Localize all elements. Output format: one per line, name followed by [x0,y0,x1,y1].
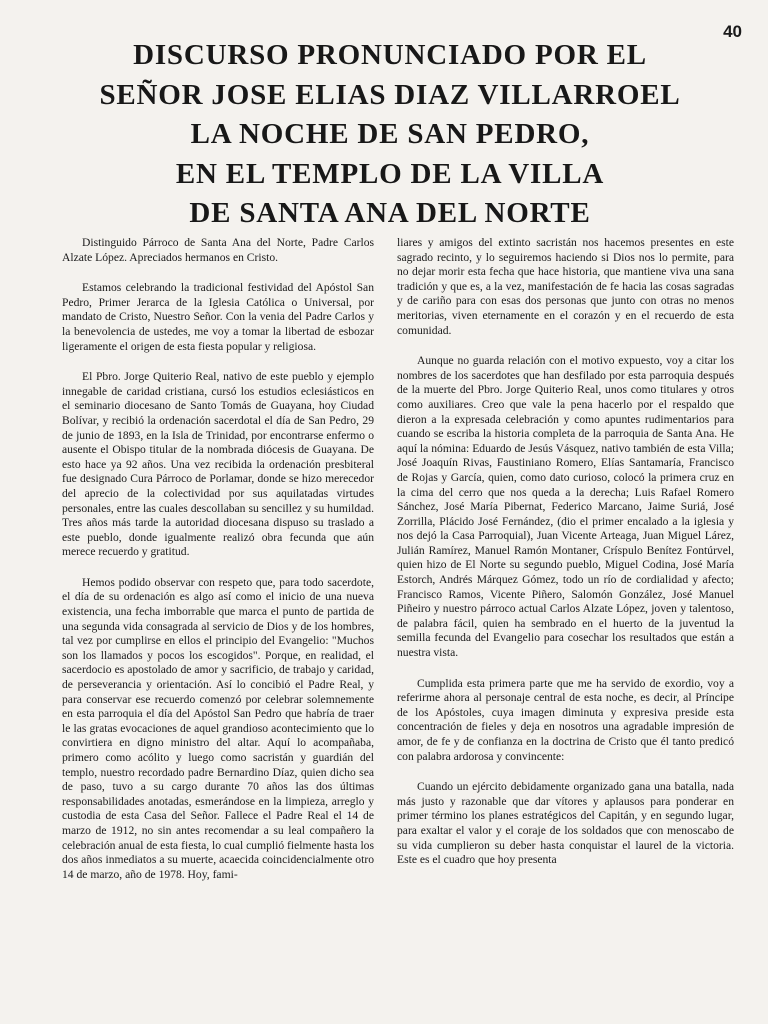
title-line-3: LA NOCHE DE SAN PEDRO, [190,118,590,150]
title-line-1: DISCURSO PRONUNCIADO POR EL [133,39,647,71]
paragraph-exordium: Cumplida esta primera parte que me ha servido de exordio, voy a referirme ahora al personaje central de esta noche, es decir, al Príncipe de los Apóstoles, cuya imagen diminuta y expresiva preside esta concentración de fieles y deja en nosotros una agradable impresión de amor, de fe y de confianza en la doctrina de Cristo que él tanto predicó con palabra ardorosa y convincente: [397,676,734,763]
paragraph-ordination: Hemos podido observar con respeto que, para todo sacerdote, el día de su ordenación es algo así como el inicio de una nueva existencia, una fecha imborrable que marca el punto de partida de una segunda vida consagrada al servicio de Dios y de los hombres, tal vez por cumplirse en ellos el principio del Evangelio: "Muchos son los llamados y pocos los escogidos". Porque, en realidad, el sacerdocio es apostolado de amor y sacrificio, de trabajo y caridad, de perseverancia y orientación. Así lo concibió el Padre Real, y para conservar ese recuerdo comenzó por celebrar solemnemente en esta parroquia el día del Apóstol San Pedro que habría de traer le las gratas evocaciones de aquel grandioso acontecimiento que lo convirtiera en digno ministro del altar. Aquí lo acompañaba, primero como acólito y luego como sacristán y guardián del templo, nuestro recordado padre Bernardino Díaz, quien dicho sea de paso, tuvo a su cargo durante 70 años las dos últimas responsabilidades anotadas, esmerándose en la limpieza, arreglo y custodia de esta Casa del Señor. Fallece el Padre Real el 14 de marzo de 1912, no sin antes recomendar a su leal compañero la celebración anual de esta fiesta, lo cual cumplió fielmente hasta los dos años inmediatos a su muerte, acaecida coincidencialmente otro 14 de marzo, año de 1978. Hoy, fami- [62,575,374,881]
title-line-2: SEÑOR JOSE ELIAS DIAZ VILLARROEL [99,78,681,111]
paragraph-pbro-real: El Pbro. Jorge Quiterio Real, nativo de este pueblo y ejemplo innegable de caridad cristiana, cursó los estudios eclesiásticos en el seminario diocesano de Santo Tomás de Guayana, hoy Ciudad Bolívar, y recibió la ordenación sacerdotal el día de San Pedro, 29 de junio de 1893, en la Isla de Trinidad, por encontrarse enfermo o ausente el Obispo titular de la nombrada diócesis de Guayana. De esto hace ya 92 años. Una vez recibida la ordenación presbiteral fue designado Cura Párroco de Porlamar, donde se hizo merecedor del aprecio de la colectividad por sus aquilatadas virtudes personales, entre las cuales descollaban su sencillez y su humildad. Tres años más tarde la autoridad diocesana dispuso su traslado a este pueblo, donde igualmente realizó obra fecunda que aún merece recuerdo y gratitud. [62,370,374,559]
paragraph-priests-list: Aunque no guarda relación con el motivo expuesto, voy a citar los nombres de los sacerdotes que han desfilado por esta parroquia después de la muerte del Pbro. Jorge Quiterio Real, unos como titulares y otros como auxiliares. Creo que vale la pena hacerlo por el respaldo que dieron a la expresada celebración y como apuntes rudimentarios para cuando se escriba la historia completa de la parroquia de Santa Ana. He aquí la nómina: Eduardo de Jesús Vásquez, nativo también de esta Villa; José Joaquín Rivas, Faustiniano Romero, Elías Santamaría, Francisco de Rojas y García, quien, como dato curioso, colocó la primera cruz en la cima del cerro que nos queda a la derecha; Luis Rafael Romero Sánchez, José María Pibernat, Federico Marcano, Jaime Suriá, José Zorrilla, Plácido José Fernández, (dio el primer encalado a la iglesia y nos dejó la Casa Parroquial), Juan Vicente Arteaga, Juan Miguel Lárez, Julián Ramírez, Manuel Ramón Montaner, Críspulo Benítez Fontúrvel, quien hizo de El Norte su segundo pueblo, Miguel Codina, José María Estorch, Andrés Márquez Gómez, todo un río de cordialidad y afecto; Francisco Ramos, Vicente Piñero, Salomón González, José Manuel Piñeiro y nuestro párroco actual Carlos Alzate López, joven y talentoso, de palabra fácil, quien ha sembrado en el huerto de la juventud la semilla fecunda del Evangelio para cosechar los resultados que están a nuestra vista. [397,354,734,660]
title-line-5: DE SANTA ANA DEL NORTE [189,197,591,229]
page-number: 40 [723,22,742,41]
right-column [397,236,734,884]
paragraph-army-metaphor: Cuando un ejército debidamente organizado gana una batalla, nada más justo y razonable que dar vítores y aplausos para ponderar en primer término los planes estratégicos del Capitán, y en segundo lugar, para exaltar el valor y el coraje de los soldados que con menoscabo de su vida cumplieron su deber hasta conquistar el laurel de la victoria. Este es el cuadro que hoy presenta [397,780,734,867]
paragraph-continuation: liares y amigos del extinto sacristán nos hacemos presentes en este sagrado recinto, y lo seguiremos haciendo si Dios nos lo permite, para no dejar morir esta fecha que hace historia, que mantiene viva una sana tradición y que es, a la vez, manifestación de fe hacia las cosas sagradas y de cariño para con esas dos personas que junto con otras no menos meritorias, viven eternamente en el corazón y en el recuerdo de esta comunidad. [397,236,734,337]
left-column [62,236,374,898]
speech-title [40,36,740,234]
paragraph-salutation: Distinguido Párroco de Santa Ana del Norte, Padre Carlos Alzate López. Apreciados hermanos en Cristo. [62,236,374,264]
paragraph-festivity: Estamos celebrando la tradicional festividad del Apóstol San Pedro, Primer Jerarca de la Iglesia Católica o Universal, por mandato de Cristo, Nuestro Señor. Con la venia del Padre Carlos y la benevolencia de ustedes, me voy a tomar la libertad de esbozar ligeramente el origen de esta fiesta popular y religiosa. [62,281,374,353]
title-line-4: EN EL TEMPLO DE LA VILLA [175,157,605,190]
